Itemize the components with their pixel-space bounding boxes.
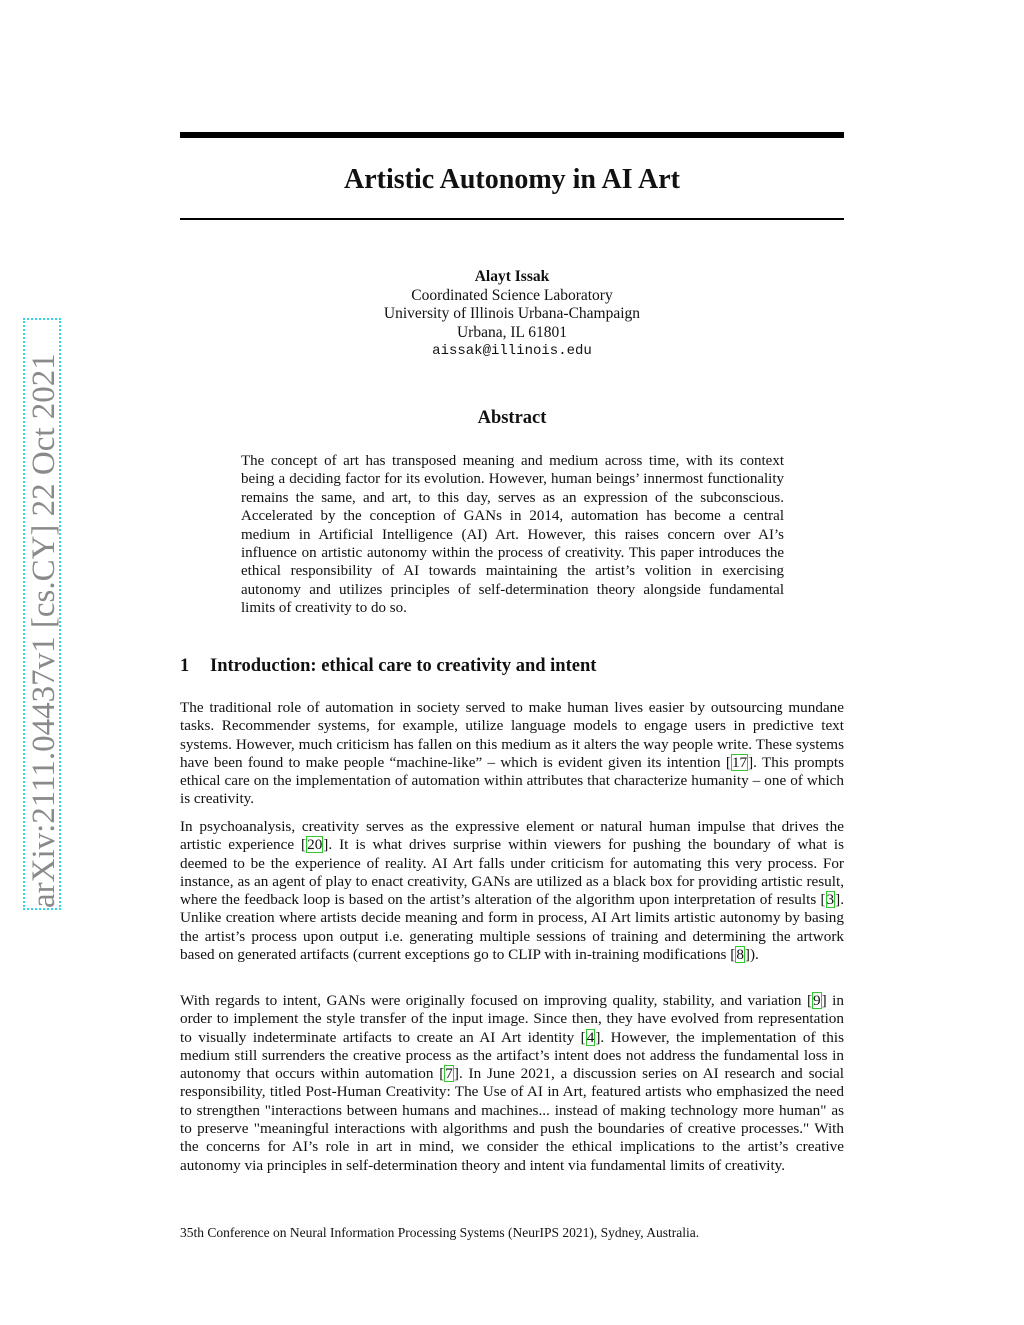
paragraph-1-text-a: The traditional role of automation in society served to make human lives easier by outsourcing mundane tasks. Recommender systems, for example, utilize language models to engage users in predictive text systems. However, much criticism has fallen on this medium as it alters the way people write. These systems have been found to make people “machine-like” – which is evident given its intention [ [180, 699, 844, 771]
paper-title: Artistic Autonomy in AI Art [344, 164, 680, 195]
title-rule-top [180, 132, 844, 138]
paragraph-1 [180, 699, 844, 809]
section-title: Introduction: ethical care to creativity and intent [210, 656, 597, 676]
arxiv-identifier[interactable]: arXiv:2111.04437v1 [cs.CY] 22 Oct 2021 [26, 353, 62, 908]
citation-link[interactable]: 3 [826, 891, 835, 909]
citation-link[interactable]: 4 [586, 1028, 595, 1046]
paragraph-1-text-b: ]. This prompts ethical care on the implementation of automation within attributes that characterize humanity – one of which is creativity. [180, 753, 844, 808]
author-name: Alayt Issak [474, 268, 550, 285]
paragraph-2-text-d: ]). [744, 946, 759, 964]
citation-link[interactable]: 20 [307, 836, 323, 854]
arxiv-link-frame [23, 318, 61, 910]
citation-link[interactable]: 17 [731, 753, 748, 771]
paragraph-2-text-c: ]. Unlike creation where artists decide meaning and form in process, AI Art limits artistic autonomy by basing the artist’s process upon output i.e. generating multiple sessions of training and determining the artwork based on generated artifacts (current exceptions go to CLIP with in-training modifications [ [180, 891, 844, 964]
paragraph-2 [180, 818, 844, 964]
abstract-text: The concept of art has transposed meaning and medium across time, with its context being a deciding factor for its evolution. However, human beings’ innermost functionality remains the same, and art, to this day, serves as an expression of the subconscious. Accelerated by the conception of GANs in 2014, automation has become a central medium in Artificial Intelligence (AI) Art. However, this raises concern over AI’s influence on artistic autonomy within the process of creativity. This paper introduces the ethical responsibility of AI towards maintaining the artist’s volition in exercising autonomy and utilizes principles of self-determination theory alongside fundamental limits of creativity to do so. [241, 453, 784, 617]
citation-link[interactable]: 8 [736, 946, 744, 964]
paragraph-2-text-b: ]. It is what drives surprise within viewers for pushing the boundary of what is deemed to be the experience of reality. AI Art falls under criticism for automating this very process. For instance, as an agent of play to enact creativity, GANs are utilized as a black box for providing artistic result, where the feedback loop is based on the artist’s alteration of the algorithm upon interpretation of results [ [180, 836, 844, 909]
author-affiliation-lab: Coordinated Science Laboratory [411, 286, 613, 304]
section-number: 1 [180, 656, 190, 676]
author-affiliation-university: University of Illinois Urbana-Champaign [383, 305, 641, 322]
abstract-heading: Abstract [477, 408, 547, 428]
author-location: Urbana, IL 61801 [456, 323, 568, 341]
citation-link[interactable]: 9 [813, 992, 821, 1009]
conference-footnote: 35th Conference on Neural Information Processing Systems (NeurIPS 2021), Sydney, Australia. [180, 1225, 700, 1240]
paragraph-3-text-b: ] in order to implement the style transfer of the input image. Since then, they have evolved from representation to visually indeterminate artifacts to create an AI Art identity [ [180, 992, 844, 1046]
author-block [180, 268, 844, 361]
citation-link[interactable]: 7 [445, 1065, 453, 1083]
section-heading [180, 654, 844, 678]
author-email[interactable]: aissak@illinois.edu [432, 343, 592, 359]
paragraph-2-text-a: In psychoanalysis, creativity serves as the expressive element or natural human impulse that drives the artistic experience [ [180, 818, 844, 854]
paragraph-3-text-a: With regards to intent, GANs were originally focused on improving quality, stability, and variation [ [180, 992, 813, 1009]
paragraph-3 [180, 992, 844, 1175]
paragraph-3-text-d: ]. In June 2021, a discussion series on AI research and social responsibility, titled Post-Human Creativity: The Use of AI in Art, featured artists who emphasized the need to strengthen "interactions between humans and machines... instead of making technology more human" as to preserve "meaningful interactions with algorithms and push the boundaries of creative processes." With the concerns for AI’s role in art in mind, we consider the ethical implications to the artist’s creative autonomy via principles in self-determination theory and intent via fundamental limits of creativity. [180, 1065, 844, 1174]
paragraph-3-text-c: ]. However, the implementation of this medium still surrenders the creative process as the artifact’s intent does not address the fundamental loss in autonomy that occurs within automation [ [180, 1028, 844, 1083]
arxiv-stamp [23, 318, 65, 908]
title-rule-bottom [180, 218, 844, 220]
